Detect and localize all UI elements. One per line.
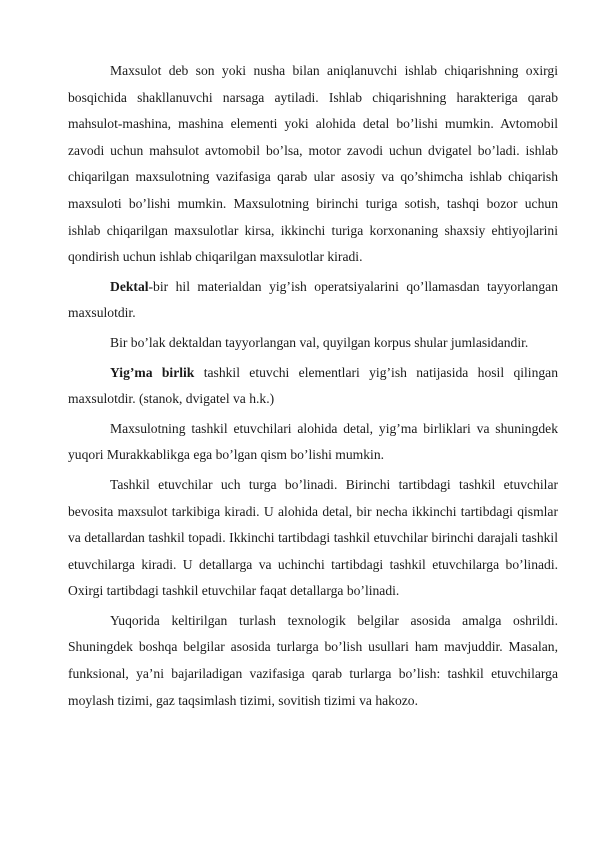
paragraph-detail-definition	[68, 274, 558, 327]
paragraph-assembly-unit	[68, 360, 558, 413]
paragraph-text: Yuqorida keltirilgan turlash texnologik belgilar asosida amalga oshrildi. Shuningdek boshqa belgilar asosida turlarga bo’lish usullari ham mavjuddir. Masalan, funksional, ya’ni bajariladigan vazifasiga qarab turlarga bo’lish: tashkil etuvchilarga moylash tizimi, gaz taqsimlash tizimi, sovitish tizimi va hakozo.	[68, 612, 558, 708]
paragraph-text: Maxsulot deb son yoki nusha bilan aniqlanuvchi ishlab chiqarishning oxirgi bosqichida shakllanuvchi narsaga aytiladi. Ishlab chiqarishning harakteriga qarab mahsulot-mashina, mashina elementi yoki alohida detal bo’lishi mumkin. Avtomobil zavodi uchun mahsulot avtomobil bo’lsa, motor zavodi uchun dvigatel bo’ladi. ishlab chiqarilgan maxsulotning vazifasiga qarab ular asosiy va qo’shimcha ishlab chiqarish maxsuloti bo’lishi mumkin. Maxsulotning birinchi turiga sotish, tashqi bozor uchun ishlab chiqarilgan maxsulotlar kirsa, ikkinchi turiga korxonaning shaxsiy ehtiyojlarini qondirish uchun ishlab chiqarilgan maxsulotlar kiradi.	[68, 63, 558, 265]
paragraph-product-definition	[68, 58, 558, 271]
paragraph-component-orders	[68, 472, 558, 605]
paragraph-text: tashkil etuvchi elementlari yig’ish natijasida hosil qilingan maxsulotdir. (stanok, dvigatel va h.k.)	[68, 364, 559, 407]
document-page	[68, 58, 558, 717]
paragraph-text: Tashkil etuvchilar uch turga bo’linadi. Birinchi tartibdagi tashkil etuvchilar bevosita maxsulot tarkibiga kiradi. U alohida detal, bir necha ikkinchi tartibdagi qismlar va detallardan tashkil topadi. Ikkinchi tartibdagi tashkil etuvchilar birinchi darajali tashkil etuvchilarga kiradi. U detallarga va uchinchi tartibdagi tashkil etuvchilarga bo’linadi. Oxirgi tartibdagi tashkil etuvchilar faqat detallarga bo’linadi.	[68, 476, 558, 599]
term-yigma-birlik: Yig’ma birlik	[110, 364, 195, 380]
paragraph-classification	[68, 608, 558, 714]
paragraph-detail-examples	[68, 330, 558, 357]
paragraph-components	[68, 416, 558, 469]
term-dektal: Dektal	[110, 278, 149, 294]
paragraph-text: Bir bo’lak dektaldan tayyorlangan val, quyilgan korpus shular jumlasidandir.	[110, 334, 529, 350]
paragraph-text: Maxsulotning tashkil etuvchilari alohida detal, yig’ma birliklari va shuningdek yuqori Murakkablikga ega bo’lgan qism bo’lishi mumkin.	[68, 420, 558, 463]
paragraph-text: -bir hil materialdan yig’ish operatsiyalarini qo’llamasdan tayyorlangan maxsulotdir.	[68, 278, 558, 321]
